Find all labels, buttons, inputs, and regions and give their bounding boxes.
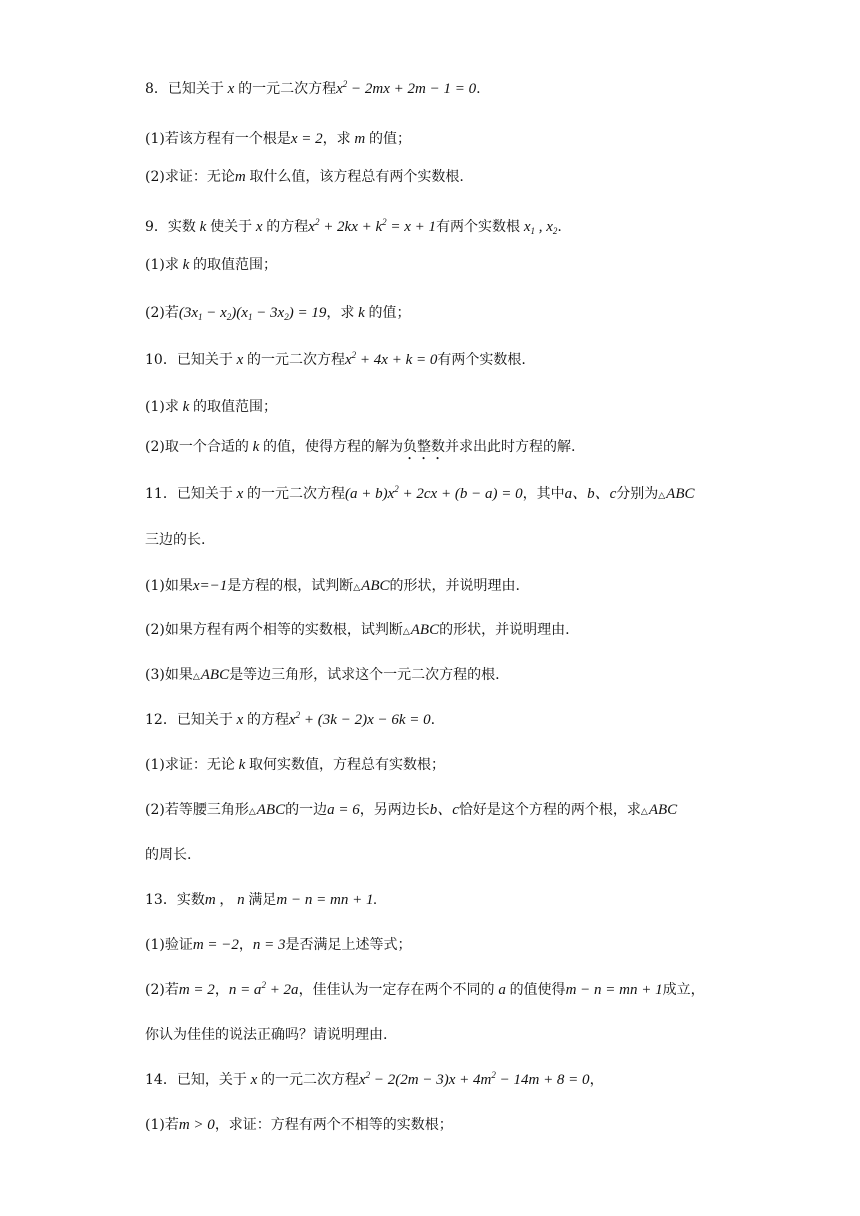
problem-8-stem: 8．已知关于 x 的一元二次方程$x^2 - 2mx + 2m - 1 = 0$. — [145, 79, 481, 97]
problem-9-part-2: (2)若$(3x_1 - x_2)(x_1 - 3x_2) = 19$，求 k 的值； — [145, 305, 411, 322]
problem-8-part-2: (2)求证：无论m 取什么值，该方程总有两个实数根. — [145, 169, 464, 185]
equation: $x^2 + (3k - 2)x - 6k = 0$ — [289, 710, 431, 728]
triangle-icon: △ — [248, 806, 256, 816]
problem-12-part-2: (2)若等腰三角形△ABC的一边a = 6，另两边长b、c恰好是这个方程的两个根，求△ABC — [145, 802, 678, 818]
problem-11-stem: 11．已知关于 x 的一元二次方程$(a + b)x^2 + 2cx + (b - a) = 0$，其中a、b、c分别为△ABC — [145, 484, 695, 502]
equation: $x^2 - 2(2m - 3)x + 4m^2 - 14m + 8 = 0$ — [359, 1070, 590, 1088]
triangle-icon: △ — [640, 806, 648, 816]
problem-13-stem: 13．实数m ， n 满足m − n = mn + 1. — [145, 892, 378, 908]
problem-14-part-1: (1)若m > 0，求证：方程有两个不相等的实数根； — [145, 1117, 453, 1133]
problem-11-part-2: (2)如果方程有两个相等的实数根，试判断△ABC的形状，并说明理由. — [145, 622, 570, 638]
problem-12-part-2-cont: 的周长. — [145, 847, 192, 863]
problem-8-part-1: (1)若该方程有一个根是x = 2，求 m 的值； — [145, 131, 411, 147]
var-x: x — [223, 81, 239, 97]
problem-11-part-3: (3)如果△ABC是等边三角形，试求这个一元二次方程的根. — [145, 667, 500, 683]
equation: $(3x_1 - x_2)(x_1 - 3x_2) = 19$ — [178, 305, 327, 322]
equation: $(a + b)x^2 + 2cx + (b - a) = 0$ — [345, 484, 523, 502]
emphasis-text: 负整数 — [403, 439, 446, 455]
problem-10-stem: 10．已知关于 x 的一元二次方程$x^2 + 4x + k = 0$有两个实数根. — [145, 350, 526, 368]
triangle-icon: △ — [353, 582, 361, 592]
problem-9-stem: 9．实数 k 使关于 x 的方程$x^2 + 2kx + k^2 = x + 1$有两个实数根 $x_1$ , $x_2$. — [145, 217, 562, 236]
problem-10-part-2: (2)取一个合适的 k 的值，使得方程的解为负整数并求出此时方程的解. — [145, 439, 576, 455]
problem-9-part-1: (1)求 k 的取值范围； — [145, 257, 278, 273]
problem-14-stem: 14．已知，关于 x 的一元二次方程$x^2 - 2(2m - 3)x + 4m^2 - 14m + 8 = 0$， — [145, 1070, 604, 1088]
problem-13-part-1: (1)验证m = −2，n = 3是否满足上述等式； — [145, 937, 412, 953]
problem-11-stem-cont: 三边的长. — [145, 532, 206, 548]
problem-12-stem: 12．已知关于 x 的方程$x^2 + (3k - 2)x - 6k = 0$. — [145, 710, 436, 728]
problem-10-part-1: (1)求 k 的取值范围； — [145, 399, 278, 415]
equation: $x^2 + 4x + k = 0$ — [345, 350, 438, 368]
triangle-icon: △ — [658, 490, 666, 500]
problem-13-part-2: (2)若m = 2，$n = a^2 + 2a$，佳佳认为一定存在两个不同的 a 的值使得m − n = mn + 1成立， — [145, 980, 705, 998]
equation: $x^2 - 2mx + 2m - 1 = 0$ — [336, 79, 477, 97]
problem-11-part-1: (1)如果x=−1是方程的根，试判断△ABC的形状，并说明理由. — [145, 578, 520, 594]
equation: $x^2 + 2kx + k^2 = x + 1$ — [308, 217, 437, 235]
triangle-icon: △ — [402, 626, 410, 636]
triangle-icon: △ — [192, 671, 200, 681]
problem-13-part-2-cont: 你认为佳佳的说法正确吗？请说明理由. — [145, 1027, 388, 1043]
problem-12-part-1: (1)求证：无论 k 取何实数值，方程总有实数根； — [145, 757, 446, 773]
